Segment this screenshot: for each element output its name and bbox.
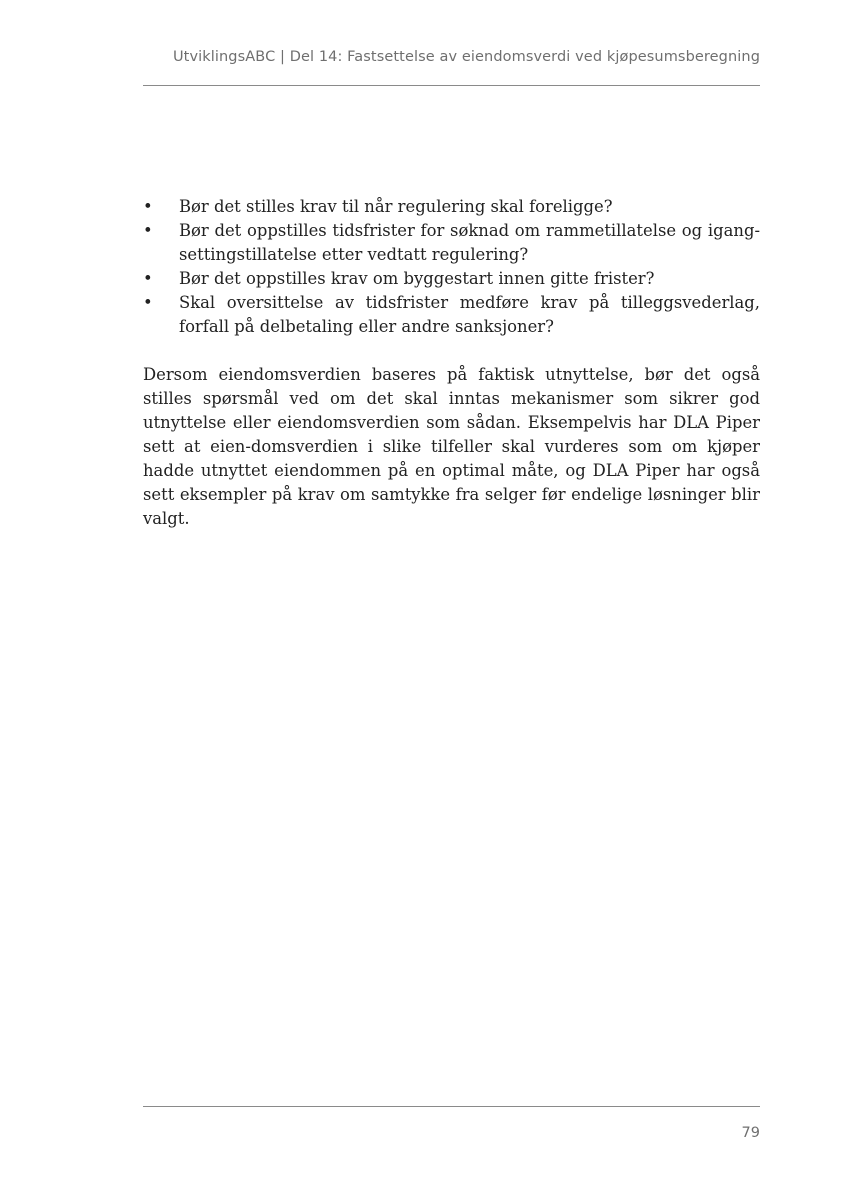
page-number: 79 — [741, 1125, 760, 1141]
list-item-text: Bør det stilles krav til når regulering skal foreligge? — [179, 197, 613, 216]
list-item — [143, 267, 760, 291]
bullet-icon: • — [143, 269, 153, 288]
list-item — [143, 219, 760, 267]
bullet-icon: • — [143, 221, 153, 240]
page-content — [143, 195, 760, 531]
bullet-icon: • — [143, 197, 153, 216]
header-divider — [143, 85, 760, 86]
body-paragraph: Dersom eiendomsverdien baseres på faktisk utnyttelse, bør det også stilles spørsmål ved om det skal inntas mekanismer som sikrer god utnyttelse eller eiendomsverdien som sådan. Eksempelvis har DLA Piper sett at eien-domsverdien i slike tilfeller skal vurderes som om kjøper hadde utnyttet eiendommen på en optimal måte, og DLA Piper har også sett eksempler på krav om samtykke fra selger før endelige løsninger blir valgt. — [143, 365, 760, 528]
bullet-icon: • — [143, 293, 153, 312]
footer-divider — [143, 1106, 760, 1107]
list-item-text: Bør det oppstilles tidsfrister for søknad om rammetillatelse og igang-settingstillatelse etter vedtatt regulering? — [179, 221, 760, 264]
list-item — [143, 291, 760, 339]
list-item-text: Skal oversittelse av tidsfrister medføre krav på tilleggsvederlag, forfall på delbetaling eller andre sanksjoner? — [179, 293, 760, 336]
list-item — [143, 195, 760, 219]
running-header: UtviklingsABC | Del 14: Fastsettelse av eiendomsverdi ved kjøpesumsberegning — [172, 49, 760, 65]
list-item-text: Bør det oppstilles krav om byggestart innen gitte frister? — [179, 269, 655, 288]
bullet-list — [143, 195, 760, 339]
